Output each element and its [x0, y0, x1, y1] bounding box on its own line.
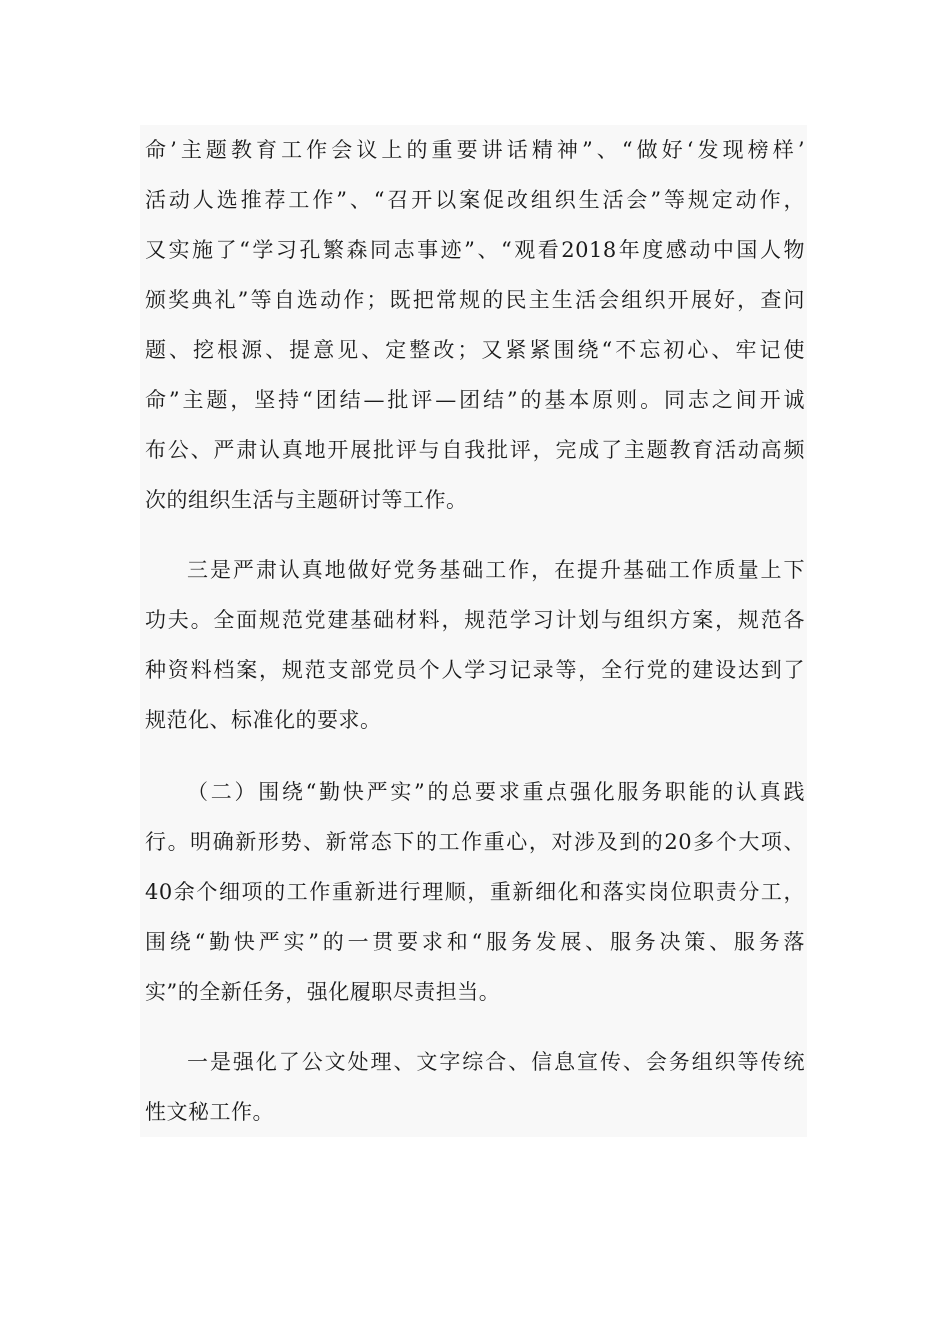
- paragraph-1-line-4: 颁奖典礼”等自选动作；既把常规的民主生活会组织开展好，查问: [145, 288, 805, 312]
- paragraph-3-line-5: 实”的全新任务，强化履职尽责担当。: [145, 980, 501, 1004]
- paragraph-2-line-2: 功夫。全面规范党建基础材料，规范学习计划与组织方案，规范各: [145, 608, 805, 632]
- paragraph-1-line-1: 命’主题教育工作会议上的重要讲话精神”、“做好‘发现榜样’: [145, 138, 805, 162]
- paragraph-3-line-1: （二）围绕“勤快严实”的总要求重点强化服务职能的认真践: [187, 780, 805, 804]
- paragraph-2-line-4: 规范化、标准化的要求。: [145, 708, 382, 732]
- paragraph-1-line-3: 又实施了“学习孔繁森同志事迹”、“观看2018年度感动中国人物: [145, 238, 805, 262]
- paragraph-1-line-8: 次的组织生活与主题研讨等工作。: [145, 488, 468, 512]
- paragraph-2-line-3: 种资料档案，规范支部党员个人学习记录等，全行党的建设达到了: [145, 658, 805, 682]
- paragraph-3-line-4: 围绕“勤快严实”的一贯要求和“服务发展、服务决策、服务落: [145, 930, 805, 954]
- paragraph-3-line-3: 40余个细项的工作重新进行理顺，重新细化和落实岗位职责分工，: [145, 880, 805, 904]
- paragraph-1-line-7: 布公、严肃认真地开展批评与自我批评，完成了主题教育活动高频: [145, 438, 805, 462]
- paragraph-4-line-2: 性文秘工作。: [145, 1100, 274, 1124]
- paragraph-4-line-1: 一是强化了公文处理、文字综合、信息宣传、会务组织等传统: [187, 1050, 805, 1074]
- paragraph-1-line-5: 题、挖根源、提意见、定整改；又紧紧围绕“不忘初心、牢记使: [145, 338, 805, 362]
- paragraph-1-line-6: 命”主题，坚持“团结—批评—团结”的基本原则。同志之间开诚: [145, 388, 805, 412]
- paragraph-2-line-1: 三是严肃认真地做好党务基础工作，在提升基础工作质量上下: [187, 558, 805, 582]
- paragraph-3-line-2: 行。明确新形势、新常态下的工作重心，对涉及到的20多个大项、: [145, 830, 805, 854]
- document-page: [140, 125, 807, 1137]
- paragraph-1-line-2: 活动人选推荐工作”、“召开以案促改组织生活会”等规定动作，: [145, 188, 805, 212]
